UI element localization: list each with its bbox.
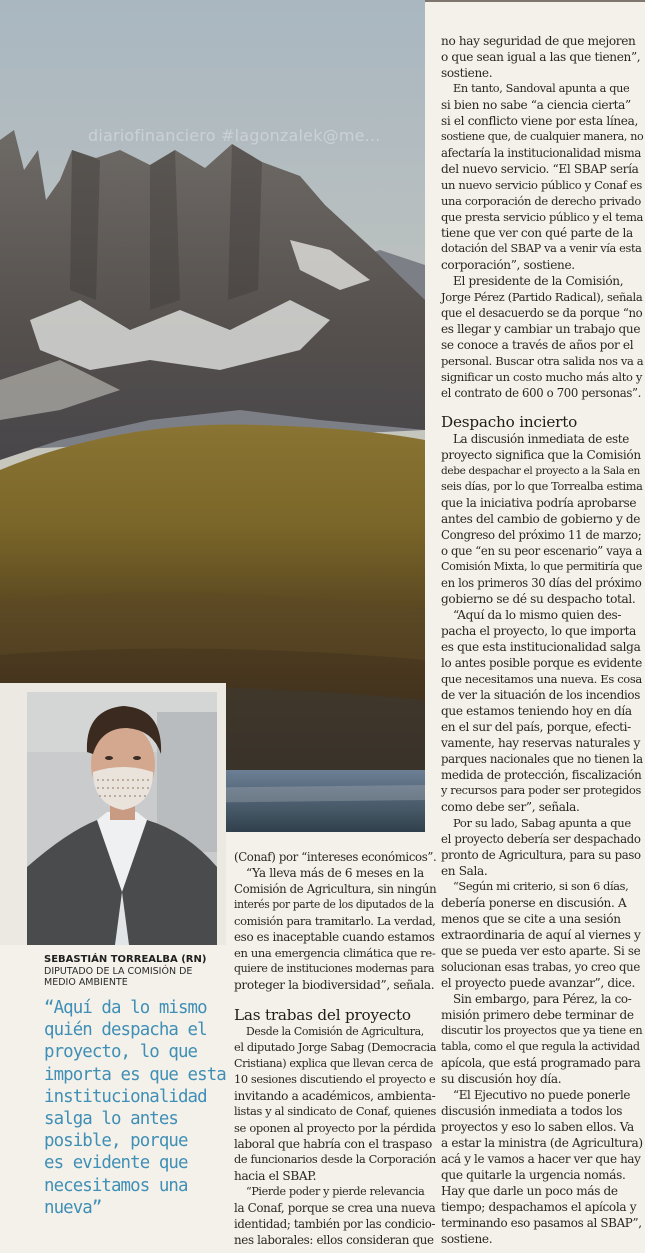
text-line: no hay seguridad de que mejoren [441, 34, 636, 48]
text-line: proyectos y eso lo saben ellos. Va [441, 1120, 634, 1134]
text-line: misión primero debe terminar de [441, 1008, 634, 1022]
text-line: significar un costo mucho más alto y [441, 370, 643, 384]
text-line: corporación”, sostiene. [441, 258, 575, 272]
text-line: el diputado Jorge Sabag (Democracia [234, 1041, 437, 1054]
caption-role-line: DIPUTADO DE LA COMISIÓN DE [44, 966, 193, 977]
text-line: Comisión de Agricultura, sin ningún [234, 882, 437, 896]
text-line: medida de protección, fiscalización [441, 768, 642, 782]
text-line: pronto de Agricultura, para su paso [441, 848, 641, 862]
middle-column-heading-block [234, 1006, 424, 1024]
text-line: tiene que ver con qué parte de la [441, 226, 633, 240]
text-line: sostiene. [441, 1232, 493, 1246]
text-line: o que “en su peor escenario” vaya a [441, 544, 643, 558]
text-line: del nuevo servicio. “El SBAP sería [441, 162, 639, 176]
text-line: proyecto significa que la Comisión [441, 448, 641, 462]
text-line: menos que se cite a una sesión [441, 912, 621, 926]
watermark-text: diariofinanciero #lagonzalek@me... [88, 126, 381, 145]
text-line: que presta servicio público y el tema [441, 210, 644, 224]
text-line: laboral que habría con el traspaso [234, 1137, 432, 1151]
right-column-text [441, 33, 644, 401]
pull-quote-line: salga lo antes [44, 1109, 178, 1130]
text-line: El presidente de la Comisión, [453, 274, 624, 288]
pull-quote-line: proyecto, lo que [44, 1042, 198, 1063]
text-line: que quitarle la urgencia nomás. [441, 1168, 626, 1182]
text-line: terminando eso pasamos al SBAP”, [441, 1216, 642, 1230]
caption-name: SEBASTIÁN TORREALBA (RN) [44, 954, 207, 965]
text-line: afectaría la institucionalidad misma [441, 146, 641, 160]
text-line: Congreso del próximo 11 de marzo; [441, 528, 642, 542]
text-line: (Conaf) por “intereses económicos”. [234, 850, 437, 864]
text-line: es llegar y cambiar un trabajo que [441, 322, 641, 336]
text-line: listas y al sindicato de Conaf, quienes [234, 1105, 436, 1118]
text-line: y recursos para poder ser protegidos [441, 784, 641, 797]
text-line: Hay que darle un poco más de [441, 1184, 618, 1198]
text-line: proteger la biodiversidad”, señala. [234, 978, 435, 992]
text-line: que necesitamos una nueva. Es cosa [441, 672, 642, 686]
text-line: pacha el proyecto, lo que importa [441, 624, 637, 638]
right-column-heading-block [441, 413, 631, 431]
text-line: Jorge Pérez (Partido Radical), señala [441, 290, 643, 304]
pull-quote-line: posible, porque [44, 1131, 188, 1152]
text-line: quiere de instituciones modernas para [234, 962, 435, 975]
text-line: “Ya lleva más de 6 meses en la [246, 866, 424, 880]
text-line: Cristiana) explica que llevan cerca de [234, 1057, 433, 1070]
text-line: una corporación de derecho privado [441, 194, 641, 208]
text-line: gobierno se dé su despacho total. [441, 592, 636, 606]
text-line: Desde la Comisión de Agricultura, [246, 1025, 424, 1038]
section-heading-despacho-incierto: Despacho incierto [441, 413, 578, 431]
text-line: en el sur del país, porque, efecti- [441, 720, 631, 734]
text-line: la Conaf, porque se crea una nueva [234, 1201, 436, 1215]
text-line: el contrato de 600 o 700 personas”. [441, 386, 642, 400]
text-line: se conoce a través de años por el [441, 338, 634, 352]
text-line: “Pierde poder y pierde relevancia [246, 1185, 425, 1198]
text-line: si el conflicto viene por esta línea, [441, 114, 638, 128]
text-line: un nuevo servicio público y Conaf es [441, 178, 642, 192]
pull-quote-line: es evidente que [44, 1153, 188, 1174]
text-line: es que esta institucionalidad salga [441, 640, 641, 654]
text-line: extraordinaria de aquí al viernes y [441, 928, 641, 942]
text-line: tabla, como el que regula la actividad [441, 1040, 640, 1053]
text-line: hacia el SBAP. [234, 1169, 317, 1183]
text-line: acá y le vamos a hacer ver que hay [441, 1152, 641, 1166]
text-line: debería ponerse en discusión. A [441, 896, 627, 910]
text-line: sostiene que, de cualquier manera, no [441, 130, 644, 143]
section-heading-las-trabas: Las trabas del proyecto [234, 1006, 411, 1024]
text-line: que el desacuerdo se da porque “no [441, 306, 643, 320]
text-line: de funcionarios desde la Corporación [234, 1153, 436, 1166]
text-line: lo antes posible porque es evidente [441, 656, 642, 670]
text-line: sostiene. [441, 66, 493, 80]
text-line: su discusión hoy día. [441, 1072, 562, 1086]
text-line: que estamos teniendo hoy en día [441, 704, 632, 718]
text-line: apícola, que está programado para [441, 1056, 641, 1070]
pull-quote-line: institucionalidad [44, 1086, 207, 1107]
text-line: Sin embargo, para Pérez, la co- [453, 992, 632, 1006]
portrait-photo [27, 692, 217, 945]
text-line: Por su lado, Sabag apunta a que [453, 816, 631, 830]
text-line: en Sala. [441, 864, 488, 878]
pull-quote [44, 997, 224, 1219]
text-line: identidad; también por las condicio- [234, 1217, 436, 1231]
text-line: vamente, hay reservas naturales y [441, 736, 641, 750]
text-line: invitando a académicos, ambienta- [234, 1089, 436, 1103]
pull-quote-line: quién despacha el [44, 1020, 207, 1041]
text-line: parques nacionales que no tienen la [441, 752, 643, 766]
text-line: el proyecto puede avanzar”, dice. [441, 976, 635, 990]
text-line: seis días, por lo que Torrealba estima [441, 480, 643, 493]
text-line: interés por parte de los diputados de la [234, 898, 434, 911]
text-line: discutir los proyectos que ya tiene en [441, 1024, 643, 1037]
text-line: En tanto, Sandoval apunta a que [453, 82, 630, 95]
right-column-text-2 [441, 431, 643, 1247]
pull-quote-line: necesitamos una [44, 1175, 188, 1196]
pull-quote-line: nueva” [44, 1197, 102, 1218]
text-line: o que sean igual a las que tienen”, [441, 50, 641, 64]
text-line: como debe ser”, señala. [441, 800, 580, 814]
middle-column-text [234, 849, 437, 993]
text-line: de ver la situación de los incendios [441, 688, 640, 702]
text-line: “Aquí da lo mismo quien des- [453, 608, 622, 622]
pull-quote-line: importa es que esta [44, 1064, 226, 1085]
text-line: “Según mi criterio, si son 6 días, [453, 880, 629, 893]
text-line: eso es inaceptable cuando estamos [234, 930, 435, 944]
text-line: antes del cambio de gobierno y de [441, 512, 641, 526]
text-line: tiempo; despachamos el apícola y [441, 1200, 637, 1214]
caption-role-line: MEDIO AMBIENTE [44, 977, 128, 988]
middle-column-text-2 [234, 1024, 437, 1248]
text-line: La discusión inmediata de este [453, 432, 629, 446]
text-line: en una emergencia climática que re- [234, 946, 436, 960]
text-line: Comisión Mixta, lo que permitiría que [441, 560, 643, 573]
text-line: “El Ejecutivo no puede ponerle [453, 1088, 631, 1102]
text-line: si bien no sabe “a ciencia cierta” [441, 98, 631, 112]
text-line: comisión para tramitarlo. La verdad, [234, 914, 436, 928]
text-line: que se pueda ver esto aparte. Si se [441, 944, 641, 958]
text-line: en los primeros 30 días del próximo [441, 576, 642, 590]
text-line: que la iniciativa podría aprobarse [441, 496, 637, 510]
text-line: a estar la ministra (de Agricultura) [441, 1136, 643, 1150]
text-line: debe despachar el proyecto a la Sala en [441, 465, 640, 477]
text-line: 10 sesiones discutiendo el proyecto e [234, 1073, 436, 1086]
text-line: nes laborales: ellos consideran que [234, 1233, 434, 1247]
text-line: se oponen al proyecto por la pérdida [234, 1121, 436, 1135]
caption-role [44, 966, 224, 988]
text-line: discusión inmediata a todos los [441, 1104, 623, 1118]
text-line: dotación del SBAP va a venir vía esta [441, 242, 642, 255]
pull-quote-line: “Aquí da lo mismo [44, 998, 207, 1018]
text-line: el proyecto debería ser despachado [441, 832, 641, 846]
text-line: personal. Buscar otra salida nos va a [441, 354, 644, 368]
text-line: solucionan esas trabas, yo creo que [441, 960, 640, 974]
